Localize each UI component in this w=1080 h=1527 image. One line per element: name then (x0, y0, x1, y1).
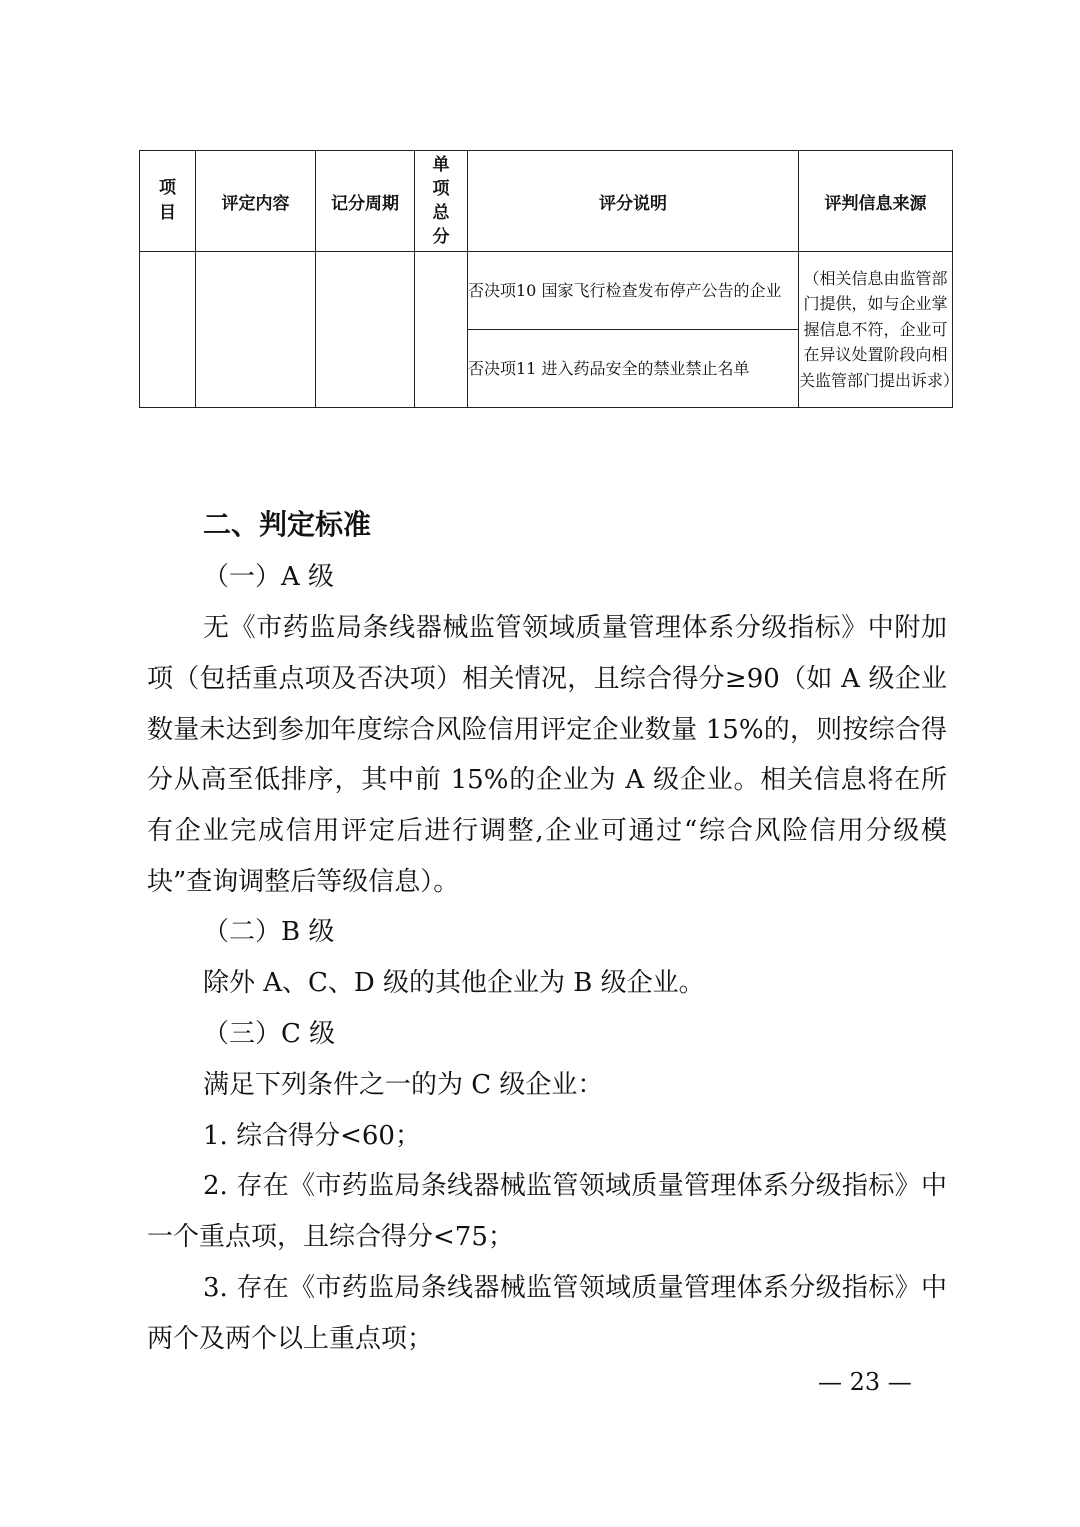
veto-item-11: 否决项11 进入药品安全的禁业禁止名单 (468, 330, 799, 408)
page-number: — 23 — (818, 1368, 912, 1396)
b-level-title: （二）B 级 (203, 917, 335, 947)
c-level-item-1: 1. 综合得分<60； (203, 1121, 421, 1151)
c-level-title: （三）C 级 (203, 1019, 336, 1049)
cell-item (140, 252, 196, 408)
header-item: 项目 (140, 151, 196, 252)
c-level-item-2: 2. 存在《市药监局条线器械监管领域质量管理体系分级指标》中一个重点项，且综合得分<75； (147, 1171, 947, 1252)
source-note: （相关信息由监管部门提供，如与企业掌握信息不符，企业可在异议处置阶段向相关监管部门提出诉求） (799, 252, 953, 408)
c-level-item-3: 3. 存在《市药监局条线器械监管领域质量管理体系分级指标》中两个及两个以上重点项； (147, 1273, 947, 1354)
cell-period (316, 252, 415, 408)
table-row (140, 252, 953, 330)
c-level-intro: 满足下列条件之一的为 C 级企业： (203, 1070, 604, 1100)
header-source: 评判信息来源 (799, 151, 953, 252)
veto-item-10: 否决项10 国家飞行检查发布停产公告的企业 (468, 252, 799, 330)
b-level-text: 除外 A、C、D 级的其他企业为 B 级企业。 (203, 968, 705, 998)
section-heading: 二、判定标准 (203, 508, 372, 541)
cell-content (196, 252, 316, 408)
a-level-title: （一）A 级 (203, 562, 335, 592)
header-total: 单项总分 (415, 151, 468, 252)
table-header-row (140, 151, 953, 252)
header-explanation: 评分说明 (468, 151, 799, 252)
a-level-paragraph: 无《市药监局条线器械监管领域质量管理体系分级指标》中附加项（包括重点项及否决项）相关情况，且综合得分≥90（如 A 级企业数量未达到参加年度综合风险信用评定企业数量 15%的，则按综合得分从高至低排序，其中前 15%的企业为 A 级企业。相关信息将在所有企业完成信用评定后进行调整,企业可通过“综合风险信用分级模块”查询调整后等级信息）。 (147, 613, 947, 897)
criteria-table (139, 150, 960, 408)
header-period: 记分周期 (316, 151, 415, 252)
header-content: 评定内容 (196, 151, 316, 252)
cell-total (415, 252, 468, 408)
